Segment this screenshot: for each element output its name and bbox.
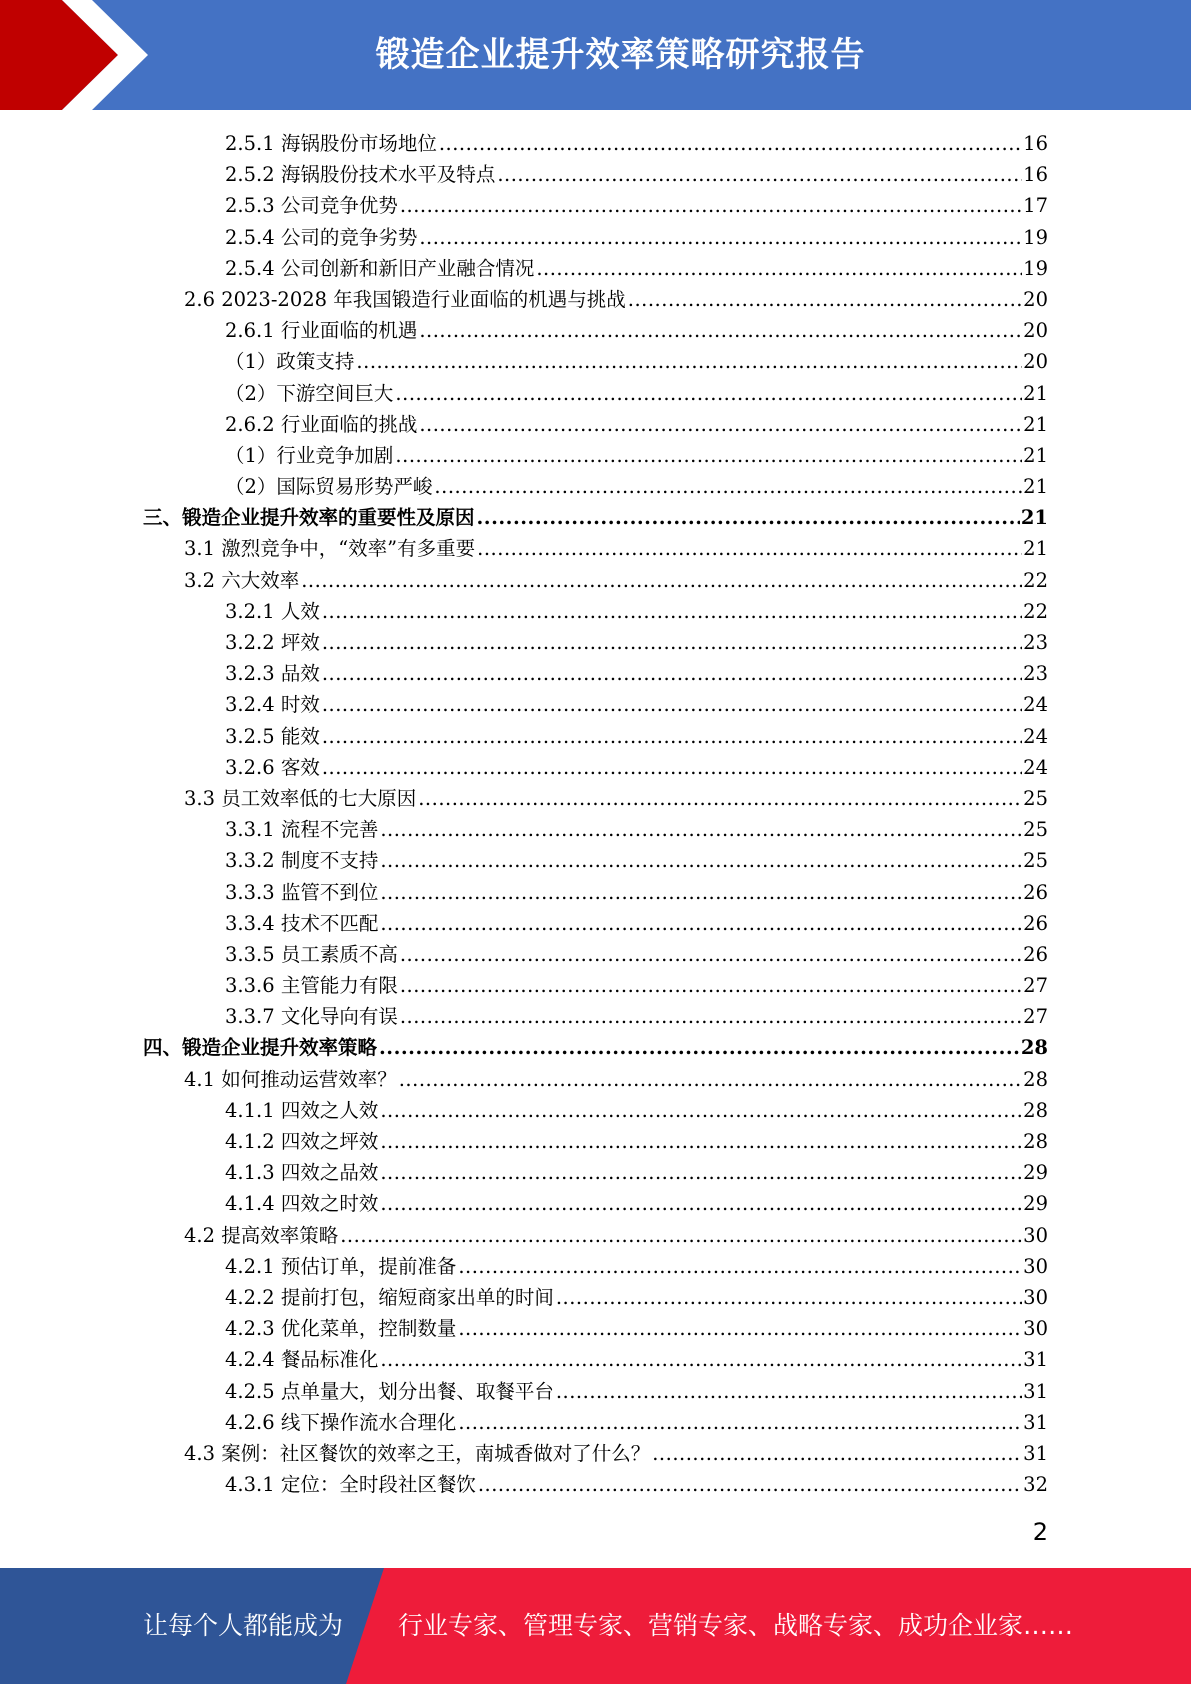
toc-dot-leader [395,440,1022,471]
toc-dot-leader [322,627,1022,658]
toc-entry-title: 2.5.3 公司竞争优势 [225,194,398,218]
toc-entry[interactable] [0,970,1191,1001]
toc-dot-leader [477,533,1022,564]
toc-dot-leader [478,1469,1022,1500]
toc-dot-leader [379,1032,1020,1063]
chevron-arrow-icon [0,0,150,110]
toc-dot-leader [652,1438,1022,1469]
toc-dot-leader [380,908,1022,939]
toc-entry[interactable] [0,378,1191,409]
toc-entry[interactable] [0,1344,1191,1375]
toc-entry-title: 2.5.4 公司创新和新旧产业融合情况 [225,256,535,280]
toc-dot-leader [458,1313,1022,1344]
header-banner [0,0,1191,110]
footer-slogan: 让每个人都能成为 [143,1611,344,1640]
toc-entry-title: 2.6.1 行业面临的机遇 [225,319,418,343]
toc-entry-title: 2.6.2 行业面临的挑战 [225,412,418,436]
toc-entry[interactable] [0,409,1191,440]
toc-entry[interactable] [0,253,1191,284]
toc-entry[interactable] [0,845,1191,876]
toc-entry-page: 24 [1023,755,1048,779]
toc-entry[interactable] [0,1376,1191,1407]
toc-entry-title: （2）下游空间巨大 [225,381,394,405]
toc-dot-leader [477,502,1020,533]
toc-entry-page: 31 [1023,1379,1048,1403]
toc-entry-title: （1）政策支持 [225,350,355,374]
toc-dot-leader [340,1220,1022,1251]
toc-entry[interactable] [0,128,1191,159]
toc-entry-page: 24 [1023,724,1048,748]
toc-entry-title: （1）行业竞争加剧 [225,443,394,467]
toc-dot-leader [458,1407,1022,1438]
toc-entry-page: 26 [1023,880,1048,904]
toc-entry[interactable] [0,1282,1191,1313]
toc-entry-page: 22 [1023,599,1048,623]
toc-entry[interactable] [0,471,1191,502]
toc-entry[interactable] [0,1251,1191,1282]
toc-dot-leader [419,315,1022,346]
toc-entry-title: 4.2 提高效率策略 [184,1223,339,1247]
toc-entry-page: 30 [1023,1285,1048,1309]
toc-dot-leader [322,752,1022,783]
toc-dot-leader [380,877,1022,908]
toc-entry[interactable] [0,1313,1191,1344]
toc-dot-leader [380,1157,1022,1188]
toc-entry-title: 3.3.4 技术不匹配 [225,911,379,935]
toc-entry[interactable] [0,721,1191,752]
toc-dot-leader [439,128,1022,159]
toc-entry-page: 29 [1023,1192,1048,1216]
page-number: 2 [1032,1518,1048,1546]
toc-entry[interactable] [0,346,1191,377]
toc-entry-page: 24 [1023,693,1048,717]
toc-entry[interactable] [0,1469,1191,1500]
toc-entry-title: 3.2.3 品效 [225,662,320,686]
toc-entry[interactable] [0,315,1191,346]
toc-entry[interactable] [0,1220,1191,1251]
toc-entry-title: 4.2.5 点单量大，划分出餐、取餐平台 [225,1379,554,1403]
toc-entry-page: 25 [1023,818,1048,842]
toc-entry[interactable] [0,565,1191,596]
toc-dot-leader [458,1251,1022,1282]
toc-entry-title: 4.2.3 优化菜单，控制数量 [225,1317,457,1341]
toc-entry-page: 28 [1023,1067,1048,1091]
toc-dot-leader [400,939,1022,970]
toc-entry-title: 4.3.1 定位：全时段社区餐饮 [225,1473,476,1497]
footer-tagline: 行业专家、管理专家、营销专家、战略专家、成功企业家…… [398,1611,1074,1640]
toc-entry-title: 4.2.4 餐品标准化 [225,1348,379,1372]
toc-entry-title: （2）国际贸易形势严峻 [225,475,433,499]
toc-entry[interactable] [0,752,1191,783]
toc-entry[interactable] [0,627,1191,658]
toc-entry[interactable] [0,533,1191,564]
toc-entry-page: 16 [1023,132,1048,155]
toc-entry-title: 4.1 如何推动运营效率？ [184,1067,397,1091]
toc-entry-title: 2.5.1 海锅股份市场地位 [225,132,437,155]
toc-entry-title: 3.3.3 监管不到位 [225,880,379,904]
toc-entry[interactable] [0,190,1191,221]
toc-entry-title: 四、锻造企业提升效率策略 [143,1036,378,1060]
toc-entry[interactable] [0,1188,1191,1219]
toc-entry-page: 19 [1023,225,1048,249]
toc-entry-title: 2.5.2 海锅股份技术水平及特点 [225,163,496,187]
toc-dot-leader [380,845,1022,876]
toc-entry-page: 31 [1023,1410,1048,1434]
toc-entry-page: 28 [1020,1036,1048,1060]
toc-dot-leader [628,284,1022,315]
toc-entry-title: 4.1.2 四效之坪效 [225,1130,379,1153]
toc-dot-leader [380,1188,1022,1219]
toc-entry-page: 19 [1023,256,1048,280]
toc-entry-title: 3.2.5 能效 [225,724,320,748]
toc-dot-leader [322,596,1022,627]
toc-entry-title: 4.2.1 预估订单，提前准备 [225,1254,457,1278]
toc-dot-leader [395,378,1022,409]
toc-entry-title: 4.2.2 提前打包，缩短商家出单的时间 [225,1285,554,1309]
toc-entry[interactable] [0,814,1191,845]
toc-entry[interactable] [0,159,1191,190]
toc-entry-page: 21 [1023,412,1048,436]
toc-entry[interactable] [0,284,1191,315]
toc-entry-title: 3.2.4 时效 [225,693,320,717]
toc-entry[interactable] [0,658,1191,689]
toc-dot-leader [536,253,1022,284]
toc-dot-leader [419,222,1022,253]
toc-entry-title: 3.2.1 人效 [225,599,320,623]
toc-entry[interactable] [0,877,1191,908]
toc-entry[interactable] [0,222,1191,253]
toc-entry-title: 4.1.4 四效之时效 [225,1192,379,1216]
toc-dot-leader [400,1001,1022,1032]
toc-entry[interactable] [0,1438,1191,1469]
toc-entry[interactable] [0,689,1191,720]
toc-entry[interactable] [0,502,1191,533]
toc-entry-title: 4.2.6 线下操作流水合理化 [225,1410,457,1434]
toc-dot-leader [418,783,1022,814]
toc-dot-leader [556,1376,1022,1407]
toc-entry-title: 2.5.4 公司的竞争劣势 [225,225,418,249]
toc-entry-page: 21 [1023,381,1048,405]
toc-entry-title: 3.3.5 员工素质不高 [225,942,398,966]
toc-entry-title: 3.2.6 客效 [225,755,320,779]
toc-entry[interactable] [0,1126,1191,1157]
toc-entry-page: 20 [1023,319,1048,343]
toc-dot-leader [497,159,1022,190]
toc-dot-leader [322,721,1022,752]
toc-entry-page: 25 [1023,786,1048,810]
toc-entry-page: 25 [1023,849,1048,873]
toc-entry-title: 4.3 案例：社区餐饮的效率之王，南城香做对了什么？ [184,1441,651,1465]
toc-entry-title: 3.2.2 坪效 [225,631,320,654]
toc-entry-page: 21 [1023,475,1048,499]
toc-dot-leader [301,565,1022,596]
toc-dot-leader [400,190,1022,221]
toc-entry-title: 三、锻造企业提升效率的重要性及原因 [143,506,475,530]
toc-entry-page: 30 [1023,1254,1048,1278]
toc-entry-title: 4.1.3 四效之品效 [225,1161,379,1185]
toc-entry-page: 23 [1023,631,1048,654]
toc-entry-page: 28 [1023,1098,1048,1122]
toc-entry-title: 3.3.6 主管能力有限 [225,974,398,998]
toc-dot-leader [380,1095,1022,1126]
toc-entry-page: 21 [1023,537,1048,561]
toc-entry-page: 23 [1023,662,1048,686]
toc-dot-leader [434,471,1022,502]
toc-entry[interactable] [0,1407,1191,1438]
toc-dot-leader [400,970,1022,1001]
toc-entry-title: 2.6 2023-2028 年我国锻造行业面临的机遇与挑战 [184,287,626,311]
toc-entry-page: 30 [1023,1223,1048,1247]
toc-entry[interactable] [0,908,1191,939]
toc-entry-page: 27 [1023,974,1048,998]
toc-entry[interactable] [0,1001,1191,1032]
toc-entry-title: 3.3 员工效率低的七大原因 [184,786,417,810]
toc-entry[interactable] [0,440,1191,471]
toc-entry-page: 20 [1023,350,1048,374]
toc-entry-title: 3.3.2 制度不支持 [225,849,379,873]
toc-entry[interactable] [0,939,1191,970]
toc-entry[interactable] [0,1032,1191,1063]
toc-entry-title: 3.3.1 流程不完善 [225,818,379,842]
toc-entry-page: 17 [1023,194,1048,218]
toc-entry-page: 22 [1023,568,1048,592]
toc-entry-page: 26 [1023,911,1048,935]
toc-dot-leader [556,1282,1022,1313]
toc-entry-title: 3.1 激烈竞争中，“效率”有多重要 [184,537,476,561]
toc-entry-page: 26 [1023,942,1048,966]
toc-entry-page: 30 [1023,1317,1048,1341]
toc-entry-page: 16 [1023,163,1048,187]
toc-entry-page: 21 [1020,506,1048,530]
toc-entry[interactable] [0,1157,1191,1188]
toc-dot-leader [380,1126,1022,1157]
toc-entry-page: 31 [1023,1348,1048,1372]
footer-banner [0,1568,1191,1684]
toc-dot-leader [322,658,1022,689]
toc-entry-title: 3.3.7 文化导向有误 [225,1005,398,1029]
toc-dot-leader [356,346,1022,377]
toc-entry-title: 4.1.1 四效之人效 [225,1098,379,1122]
report-title: 锻造企业提升效率策略研究报告 [375,35,866,75]
toc-dot-leader [322,689,1022,720]
toc-entry-page: 21 [1023,443,1048,467]
toc-entry-page: 27 [1023,1005,1048,1029]
toc-entry-page: 31 [1023,1441,1048,1465]
toc-dot-leader [380,1344,1022,1375]
toc-entry[interactable] [0,783,1191,814]
toc-entry[interactable] [0,1095,1191,1126]
table-of-contents [0,128,1191,1500]
toc-dot-leader [380,814,1022,845]
toc-entry-page: 29 [1023,1161,1048,1185]
toc-entry[interactable] [0,596,1191,627]
toc-entry-page: 32 [1023,1473,1048,1497]
toc-dot-leader [419,409,1022,440]
toc-entry-page: 20 [1023,287,1048,311]
toc-entry-title: 3.2 六大效率 [184,568,300,592]
toc-dot-leader [399,1064,1022,1095]
toc-entry-page: 28 [1023,1130,1048,1153]
toc-entry[interactable] [0,1064,1191,1095]
